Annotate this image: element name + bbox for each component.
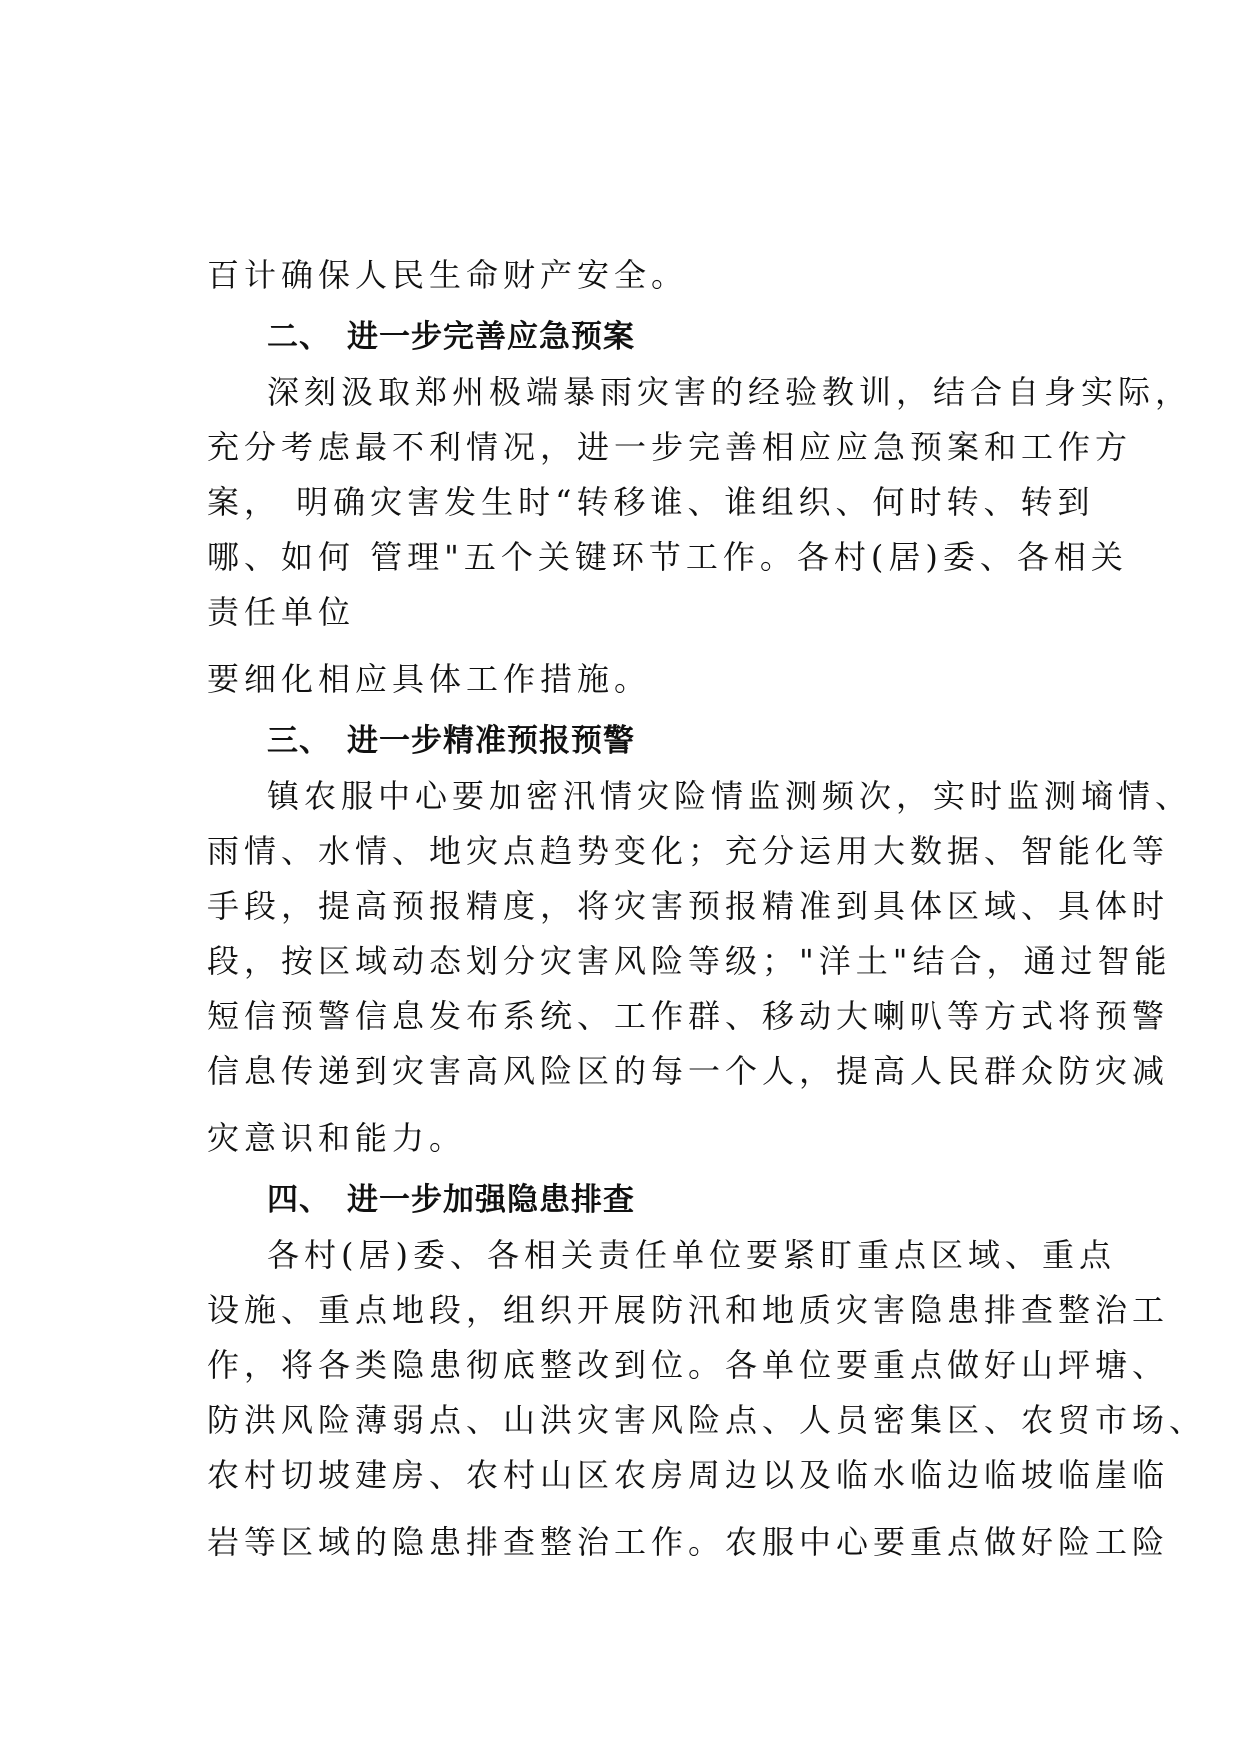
paragraph: [207, 652, 1087, 707]
paragraph-line: 充分考虑最不利情况，进一步完善相应应急预案和工作方: [207, 428, 1133, 466]
paragraph-line: 农村切坡建房、农村山区农房周边以及临水临边临坡临崖临: [207, 1456, 1170, 1494]
paragraph-line: 信息传递到灾害高风险区的每一个人，提高人民群众防灾减: [207, 1052, 1170, 1090]
paragraph-line: 短信预警信息发布系统、工作群、移动大喇叭等方式将预警: [207, 997, 1170, 1035]
paragraph-line: 灾意识和能力。: [207, 1119, 467, 1157]
paragraph: [207, 365, 1193, 640]
paragraph: [207, 1111, 1087, 1166]
paragraph: [207, 1228, 1207, 1503]
paragraph-line: 各村(居)委、各相关责任单位要紧盯重点区域、重点: [267, 1236, 1116, 1274]
section-heading: [207, 310, 1087, 365]
section-number: 三、: [267, 723, 331, 759]
paragraph-line: 雨情、水情、地灾点趋势变化；充分运用大数据、智能化等: [207, 832, 1170, 870]
intro-line: 百计确保人民生命财产安全。: [207, 256, 689, 294]
section-heading: [207, 714, 1087, 769]
paragraph-line: 哪、如何 管理"五个关键环节工作。各村(居)委、各相关: [207, 538, 1128, 576]
paragraph-line: 案， 明确灾害发生时“转移谁、谁组织、何时转、转到: [207, 483, 1095, 521]
paragraph-line: 防洪风险薄弱点、山洪灾害风险点、人员密集区、农贸市场、: [207, 1401, 1207, 1439]
document-body: [207, 248, 1207, 1570]
section-title: 进一步加强隐患排查: [347, 1182, 635, 1218]
paragraph: [207, 1515, 1170, 1570]
paragraph: [207, 769, 1193, 1099]
paragraph-line: 要细化相应具体工作措施。: [207, 660, 652, 698]
section-heading: [207, 1173, 1087, 1228]
paragraph-line: 作，将各类隐患彻底整改到位。各单位要重点做好山坪塘、: [207, 1346, 1170, 1384]
paragraph-line: 手段，提高预报精度，将灾害预报精准到具体区域、具体时: [207, 887, 1170, 925]
paragraph-line: 岩等区域的隐患排查整治工作。农服中心要重点做好险工险: [207, 1523, 1170, 1561]
section-number: 二、: [267, 319, 331, 355]
section-title: 进一步精准预报预警: [347, 723, 635, 759]
section-number: 四、: [267, 1182, 331, 1218]
section-title: 进一步完善应急预案: [347, 319, 635, 355]
paragraph-line: 责任单位: [207, 593, 356, 631]
paragraph-line: 段，按区域动态划分灾害风险等级；"洋土"结合，通过智能: [207, 942, 1172, 980]
paragraph-line: 设施、重点地段，组织开展防汛和地质灾害隐患排查整治工: [207, 1291, 1170, 1329]
paragraph-line: 镇农服中心要加密汛情灾险情监测频次，实时监测墒情、: [267, 777, 1193, 815]
paragraph-line: 深刻汲取郑州极端暴雨灾害的经验教训，结合自身实际，: [267, 373, 1193, 411]
